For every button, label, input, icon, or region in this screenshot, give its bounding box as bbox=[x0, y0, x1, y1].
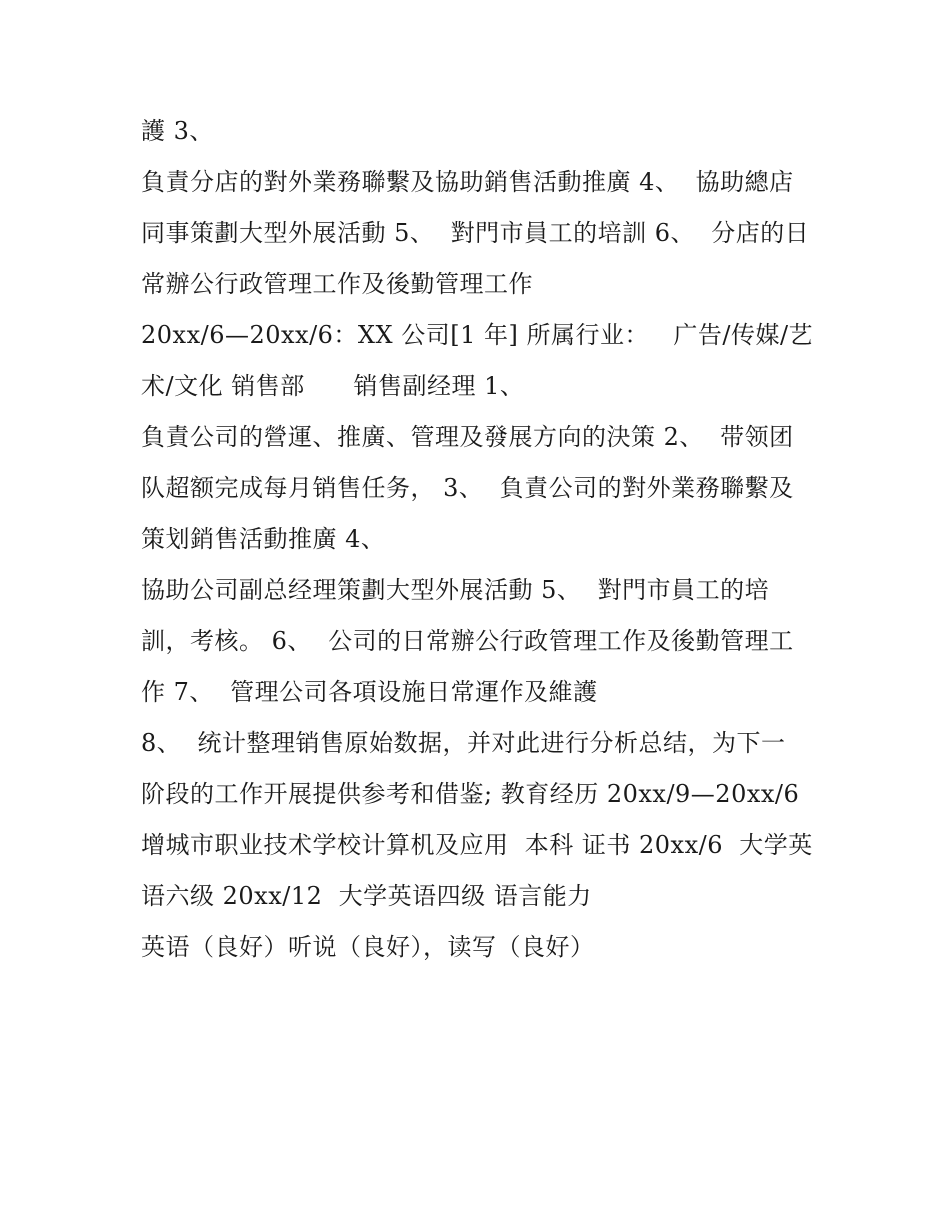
text-line: 常辦公行政管理工作及後勤管理工作 bbox=[141, 270, 533, 298]
text-line: 20xx/6—20xx/6：XX 公司[1 年] 所属行业： 广告/传媒/艺 bbox=[141, 321, 814, 349]
text-line: 負責公司的營運、推廣、管理及發展方向的決策 2、 带领团 bbox=[141, 423, 794, 451]
text-line: 護 3、 bbox=[141, 117, 214, 145]
text-line: 作 7、 管理公司各項设施日常運作及維護 bbox=[141, 678, 598, 706]
text-line: 協助公司副总经理策劃大型外展活動 5、 對門市員工的培 bbox=[141, 576, 770, 604]
text-line: 策划銷售活動推廣 4、 bbox=[141, 525, 386, 553]
text-line: 8、 统计整理销售原始数据，并对此进行分析总结，为下一 bbox=[141, 729, 786, 757]
text-line: 阶段的工作开展提供参考和借鉴; 教育经历 20xx/9—20xx/6 bbox=[141, 780, 800, 808]
text-line: 语六级 20xx/12 大学英语四级 语言能力 bbox=[141, 882, 592, 910]
text-line: 增城市职业技术学校计算机及应用 本科 证书 20xx/6 大学英 bbox=[141, 831, 813, 859]
resume-text-block bbox=[141, 106, 841, 973]
text-line: 負責分店的對外業務聯繫及協助銷售活動推廣 4、 協助總店 bbox=[141, 168, 794, 196]
text-line: 訓，考核。 6、 公司的日常辦公行政管理工作及後勤管理工 bbox=[141, 627, 794, 655]
text-line: 同事策劃大型外展活動 5、 對門市員工的培訓 6、 分店的日 bbox=[141, 219, 810, 247]
text-line: 英语（良好）听说（良好），读写（良好） bbox=[141, 933, 595, 961]
text-line: 术/文化 销售部 销售副经理 1、 bbox=[141, 372, 525, 400]
text-line: 队超额完成每月销售任务， 3、 負責公司的對外業務聯繫及 bbox=[141, 474, 794, 502]
